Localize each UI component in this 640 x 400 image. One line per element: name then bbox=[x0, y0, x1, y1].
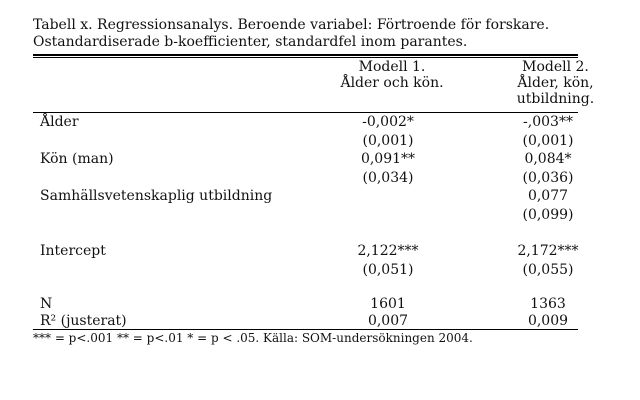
column-header-model-1-line-1: Modell 1. bbox=[358, 59, 426, 75]
cell-kon-model-2: 0,084* bbox=[524, 151, 572, 167]
cell-intercept-model-2: 2,172*** bbox=[517, 243, 579, 259]
column-header-model-2-line-3: utbildning. bbox=[516, 91, 595, 107]
cell-kon-model-2-se: (0,036) bbox=[522, 170, 574, 186]
cell-intercept-model-2-se: (0,055) bbox=[522, 262, 574, 278]
row-label-utbildning: Samhällsvetenskaplig utbildning bbox=[40, 188, 273, 204]
cell-intercept-model-1: 2,122*** bbox=[357, 243, 419, 259]
bottom-rule bbox=[33, 329, 578, 330]
cell-alder-model-2: -,003** bbox=[523, 114, 573, 130]
column-header-model-1 bbox=[330, 59, 454, 91]
cell-r2-model-1: 0,007 bbox=[367, 313, 409, 329]
cell-utbildning-model-2: 0,077 bbox=[527, 188, 569, 204]
row-label-alder: Ålder bbox=[40, 114, 79, 130]
row-label-r2: R² (justerat) bbox=[40, 313, 127, 329]
column-header-model-2-line-1: Modell 2. bbox=[522, 59, 589, 75]
row-label-n: N bbox=[40, 296, 53, 312]
cell-n-model-2: 1363 bbox=[530, 296, 566, 312]
cell-intercept-model-1-se: (0,051) bbox=[362, 262, 414, 278]
cell-kon-model-1-se: (0,034) bbox=[362, 170, 414, 186]
cell-kon-model-1: 0,091** bbox=[360, 151, 416, 167]
column-header-model-2-line-2: Ålder, kön, bbox=[517, 75, 594, 91]
cell-r2-model-2: 0,009 bbox=[527, 313, 569, 329]
row-label-kon: Kön (man) bbox=[40, 151, 114, 167]
cell-alder-model-1: -0,002* bbox=[362, 114, 414, 130]
top-rule-thick bbox=[33, 54, 578, 56]
cell-alder-model-2-se: (0,001) bbox=[522, 133, 574, 149]
table-footnote: *** = p<.001 ** = p<.01 * = p < .05. Källa: SOM-undersökningen 2004. bbox=[33, 331, 473, 345]
column-header-model-1-line-2: Ålder och kön. bbox=[340, 75, 444, 91]
top-rule-thin bbox=[33, 57, 578, 58]
cell-n-model-1: 1601 bbox=[370, 296, 406, 312]
row-label-intercept: Intercept bbox=[40, 243, 106, 259]
caption-line-1: Tabell x. Regressionsanalys. Beroende variabel: Förtroende för forskare. bbox=[33, 17, 550, 33]
header-rule bbox=[33, 112, 578, 113]
column-header-model-2 bbox=[498, 59, 613, 107]
table-caption bbox=[33, 17, 550, 50]
cell-alder-model-1-se: (0,001) bbox=[362, 133, 414, 149]
caption-line-2: Ostandardiserade b-koefficienter, standardfel inom parantes. bbox=[33, 34, 468, 50]
cell-utbildning-model-2-se: (0,099) bbox=[522, 207, 574, 223]
